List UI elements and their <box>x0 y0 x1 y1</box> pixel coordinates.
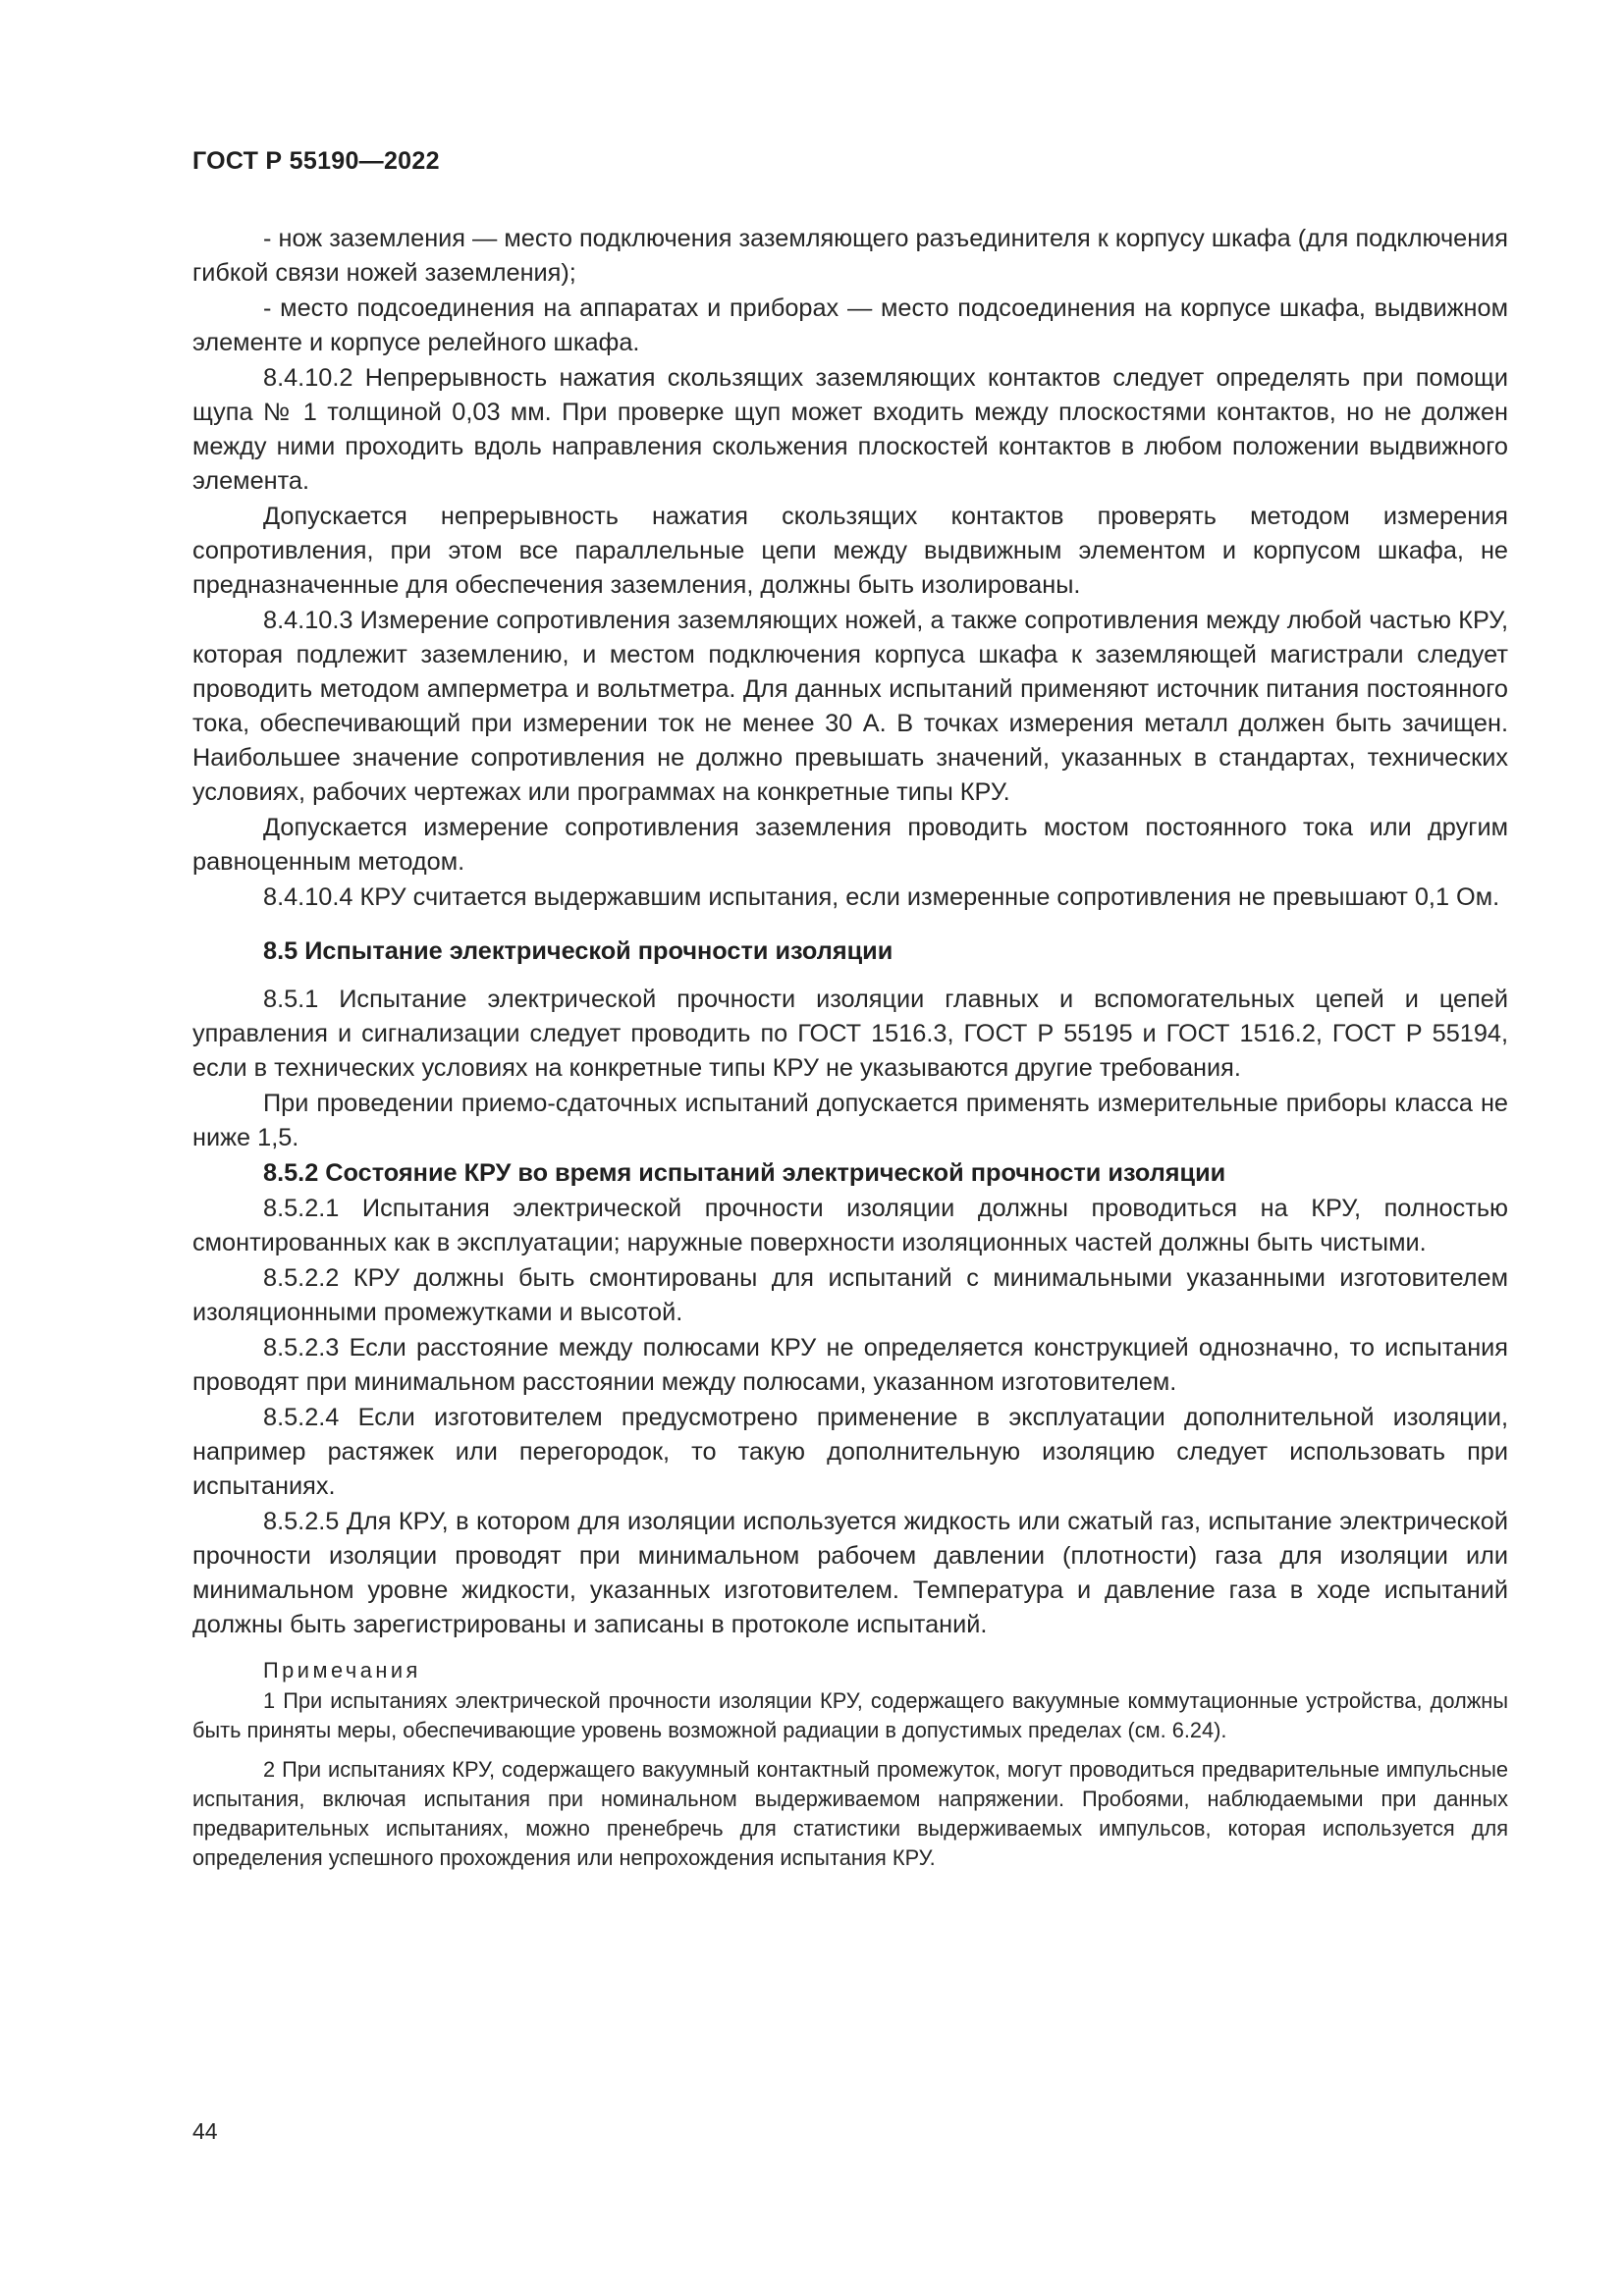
document-header: ГОСТ Р 55190—2022 <box>192 147 440 175</box>
paragraph: Допускается измерение сопротивления заземления проводить мостом постоянного тока или другим равноценным методом. <box>192 814 1508 876</box>
section-title: 8.5 Испытание электрической прочности изоляции <box>263 937 893 965</box>
paragraph: 8.5.2.2 КРУ должны быть смонтированы для испытаний с минимальными указанными изготовителем изоляционными промежутками и высотой. <box>192 1264 1508 1326</box>
paragraph: - место подсоединения на аппаратах и приборах — место подсоединения на корпусе шкафа, выдвижном элементе и корпусе релейного шкафа. <box>192 294 1508 356</box>
paragraph: 8.5.2.5 Для КРУ, в котором для изоляции используется жидкость или сжатый газ, испытание электрической прочности изоляции проводят при минимальном рабочем давлении (плотности) газа для изоляции или минимальном уровне жидкости, указанных изготовителем. Температура и давление газа в ходе испытаний должны быть зарегистрированы и записаны в протоколе испытаний. <box>192 1508 1508 1638</box>
paragraph: 8.5.2.3 Если расстояние между полюсами КРУ не определяется конструкцией однозначно, то испытания проводят при минимальном расстоянии между полюсами, указанном изготовителем. <box>192 1334 1508 1396</box>
notes-title: Примечания <box>263 1658 421 1682</box>
subsection-title: 8.5.2 Состояние КРУ во время испытаний электрической прочности изоляции <box>263 1159 1226 1187</box>
paragraph: 8.5.2.1 Испытания электрической прочности изоляции должны проводиться на КРУ, полностью смонтированных как в эксплуатации; наружные поверхности изоляционных частей должны быть чистыми. <box>192 1195 1508 1256</box>
notes-block <box>192 1656 1508 1873</box>
paragraph: 8.4.10.4 КРУ считается выдержавшим испытания, если измеренные сопротивления не превышают 0,1 Ом. <box>263 883 1500 911</box>
paragraph: 8.4.10.2 Непрерывность нажатия скользящих заземляющих контактов следует определять при помощи щупа № 1 толщиной 0,03 мм. При проверке щуп может входить между плоскостями контактов, но не должен между ними проходить вдоль направления скольжения плоскостей контактов в любом положении выдвижного элемента. <box>192 364 1508 495</box>
note-item: 1 При испытаниях электрической прочности изоляции КРУ, содержащего вакуумные коммутационные устройства, должны быть приняты меры, обеспечивающие уровень возможной радиации в допустимых пределах (см. 6.24). <box>192 1688 1508 1742</box>
paragraph: 8.4.10.3 Измерение сопротивления заземляющих ножей, а также сопротивления между любой частью КРУ, которая подлежит заземлению, и местом подключения корпуса шкафа к заземляющей магистрали следует проводить методом амперметра и вольтметра. Для данных испытаний применяют источник питания постоянного тока, обеспечивающий при измерении ток не менее 30 А. В точках измерения металл должен быть зачищен. Наибольшее значение сопротивления не должно превышать значений, указанных в стандартах, технических условиях, рабочих чертежах или программах на конкретные типы КРУ. <box>192 607 1508 806</box>
note-item: 2 При испытаниях КРУ, содержащего вакуумный контактный промежуток, могут проводиться предварительные импульсные испытания, включая испытания при номинальном выдерживаемом напряжении. Пробоями, наблюдаемыми при данных предварительных испытаниях, можно пренебречь для статистики выдерживаемых импульсов, которая используется для определения успешного прохождения или непрохождения испытания КРУ. <box>192 1757 1508 1870</box>
paragraph: 8.5.2.4 Если изготовителем предусмотрено применение в эксплуатации дополнительной изоляции, например растяжек или перегородок, то такую дополнительную изоляцию следует использовать при испытаниях. <box>192 1404 1508 1500</box>
paragraph: Допускается непрерывность нажатия скользящих контактов проверять методом измерения сопротивления, при этом все параллельные цепи между выдвижным элементом и корпусом шкафа, не предназначенные для обеспечения заземления, должны быть изолированы. <box>192 503 1508 599</box>
page-number: 44 <box>192 2118 218 2144</box>
paragraph: При проведении приемо-сдаточных испытаний допускается применять измерительные приборы класса не ниже 1,5. <box>192 1090 1508 1151</box>
document-body <box>192 222 1508 1883</box>
paragraph: - нож заземления — место подключения заземляющего разъединителя к корпусу шкафа (для подключения гибкой связи ножей заземления); <box>192 225 1508 287</box>
paragraph: 8.5.1 Испытание электрической прочности изоляции главных и вспомогательных цепей и цепей управления и сигнализации следует проводить по ГОСТ 1516.3, ГОСТ Р 55195 и ГОСТ 1516.2, ГОСТ Р 55194, если в технических условиях на конкретные типы КРУ не указываются другие требования. <box>192 986 1508 1082</box>
